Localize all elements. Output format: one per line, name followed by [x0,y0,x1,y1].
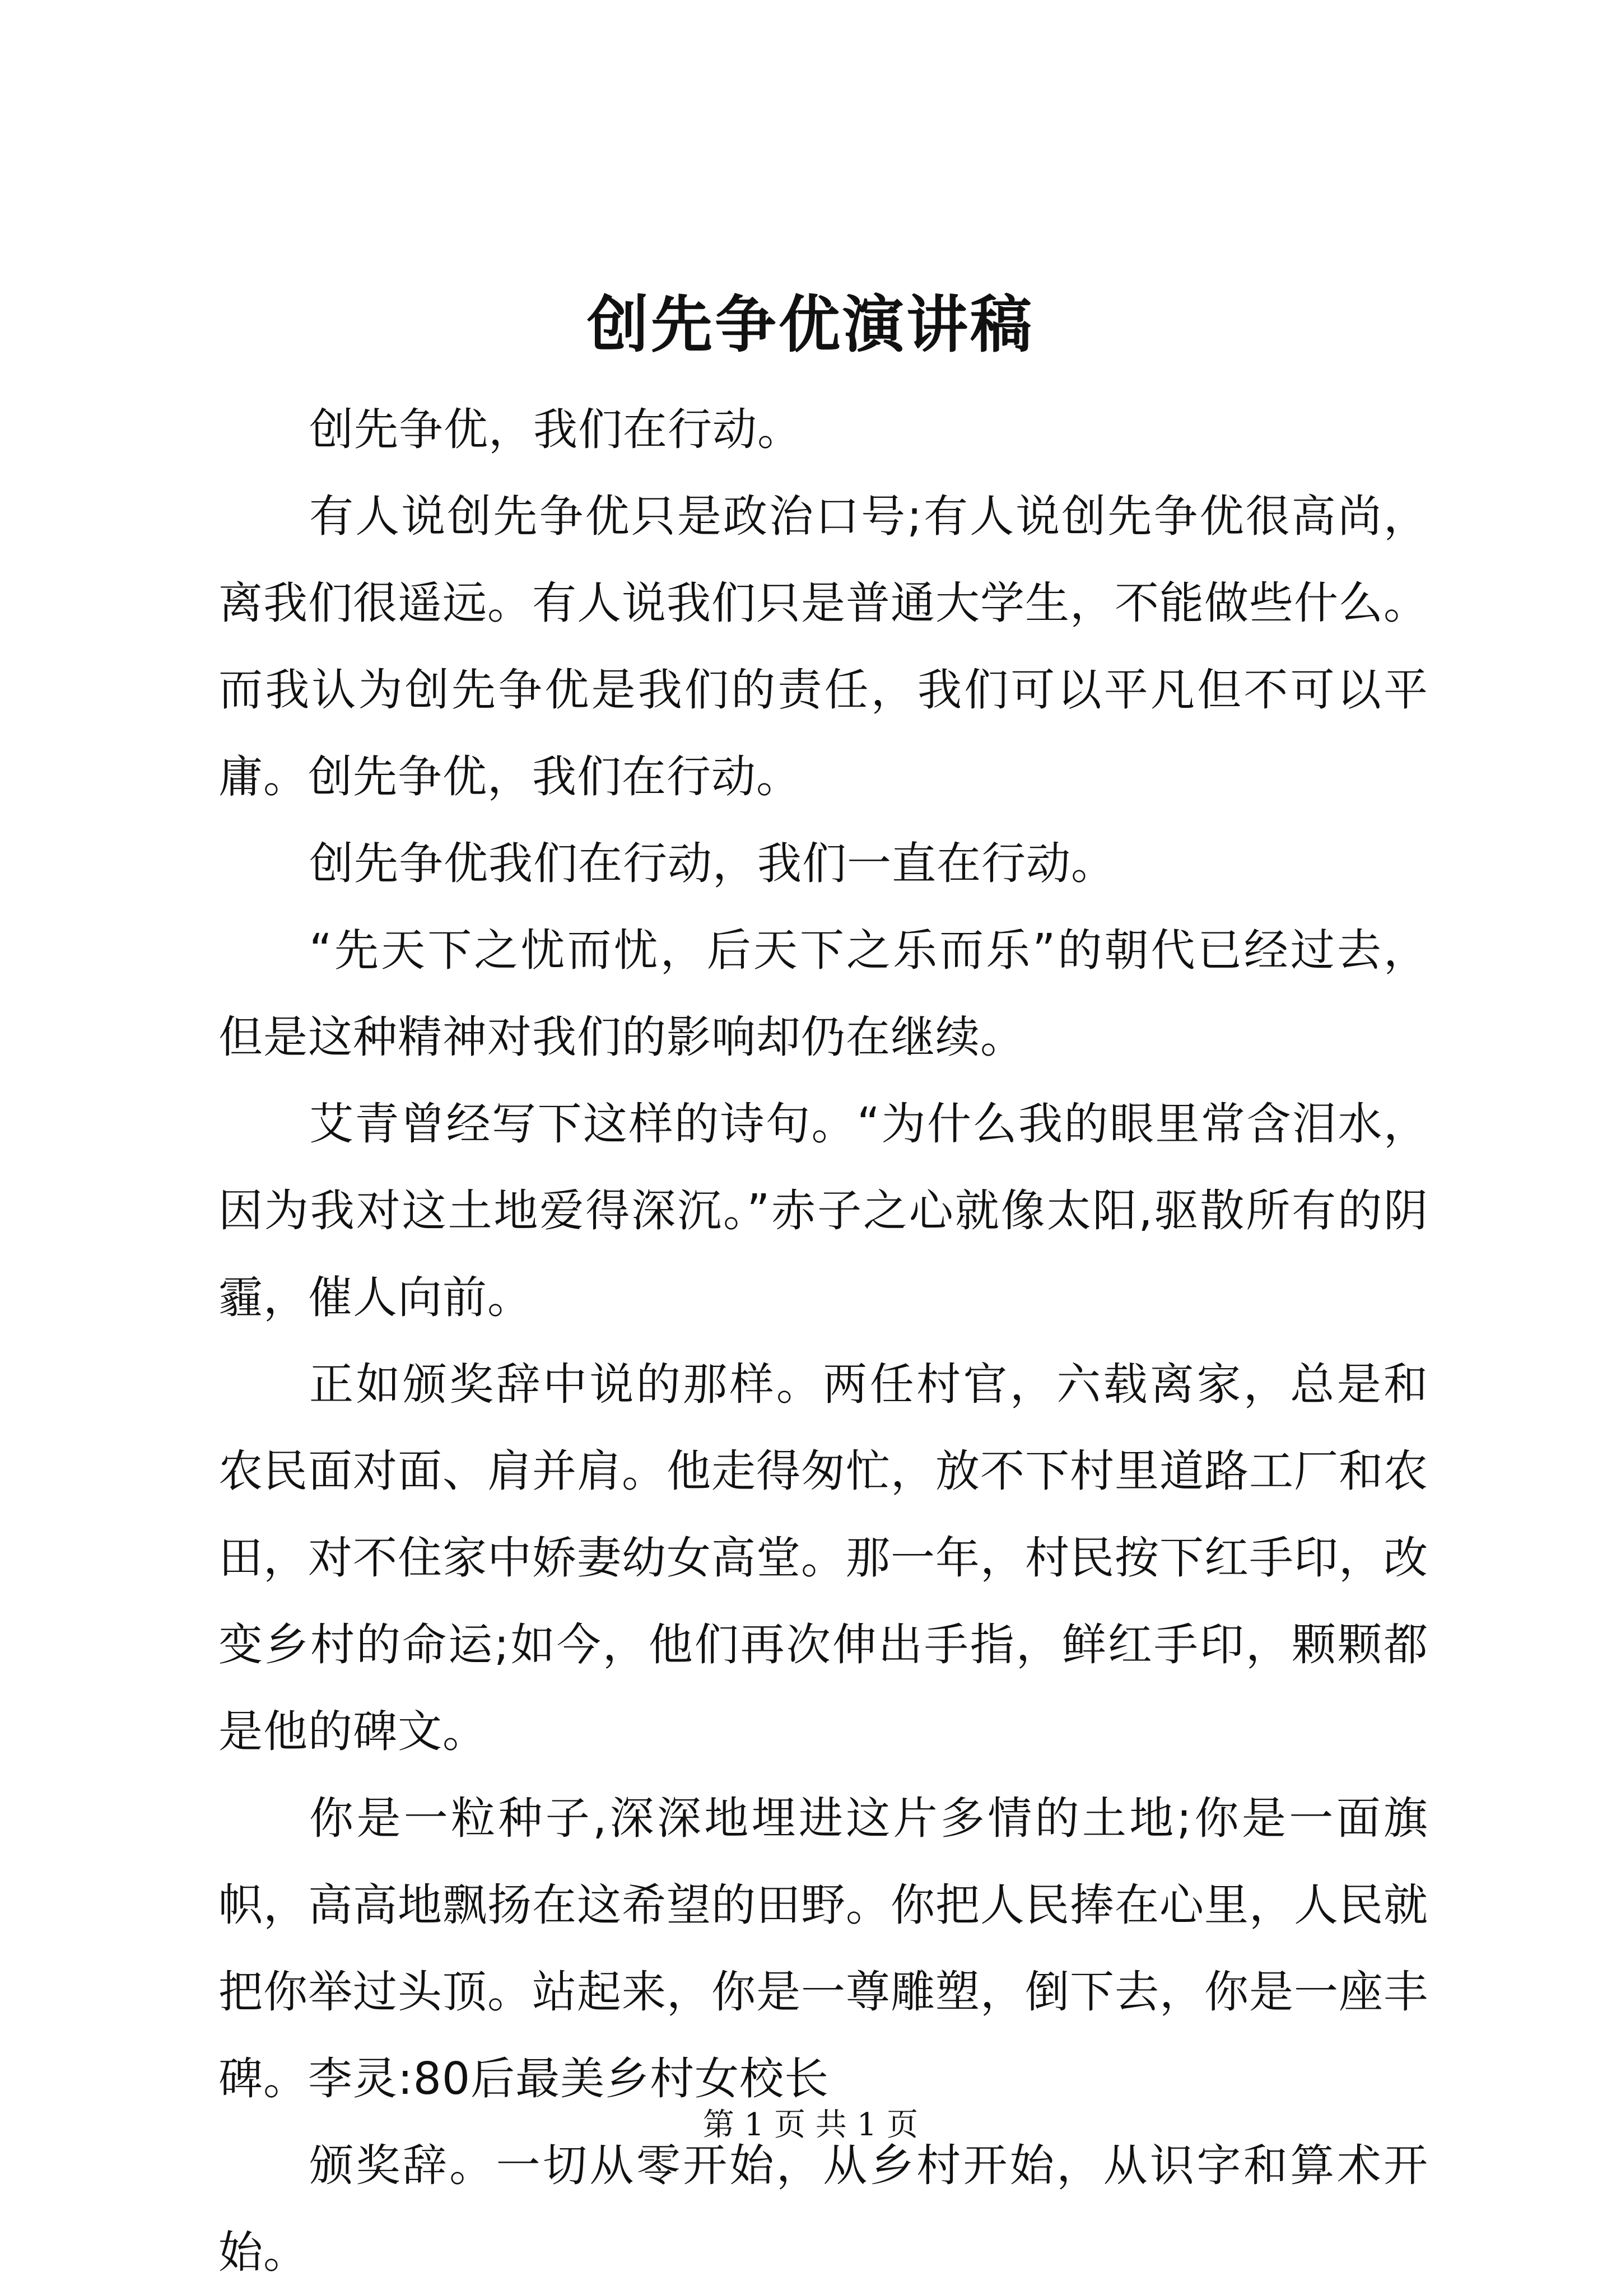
paragraph: 颁奖辞。一切从零开始，从乡村开始，从识字和算术开始。 [218,2140,1428,2278]
paragraph: 有人说创先争优只是政治口号;有人说创先争优很高尚，离我们很遥远。有人说我们只是普通大学生，不能做些什么。而我认为创先争优是我们的责任，我们可以平凡但不可以平庸。创先争优，我们在行动。 [218,491,1428,802]
paragraph: 创先争优我们在行动，我们一直在行动。 [309,838,1116,889]
paragraph: 创先争优，我们在行动。 [309,404,802,455]
page-footer: 第 1 页 共 1 页 [702,2107,919,2143]
paragraph: 正如颁奖辞中说的那样。两任村官，六载离家，总是和农民面对面、肩并肩。他走得匆忙，放不下村里道路工厂和农田，对不住家中娇妻幼女高堂。那一年，村民按下红手印，改变乡村的命运;如今，他们再次伸出手指，鲜红手印，颗颗都是他的碑文。 [218,1359,1428,1757]
paragraph: 你是一粒种子,深深地埋进这片多情的土地;你是一面旗帜，高高地飘扬在这希望的田野。你把人民捧在心里，人民就把你举过头顶。站起来，你是一尊雕塑，倒下去，你是一座丰碑。李灵:80后最美乡村女校长 [218,1793,1428,2104]
paragraph: “先天下之忧而忧，后天下之乐而乐”的朝代已经过去，但是这种精神对我们的影响却仍在继续。 [218,925,1428,1063]
document-title: 创先争优演讲稿 [587,288,1034,361]
document-body [218,386,1428,2296]
paragraph: 艾青曾经写下这样的诗句。“为什么我的眼里常含泪水，因为我对这土地爱得深沉。”赤子之心就像太阳,驱散所有的阴霾，催人向前。 [218,1098,1428,1323]
